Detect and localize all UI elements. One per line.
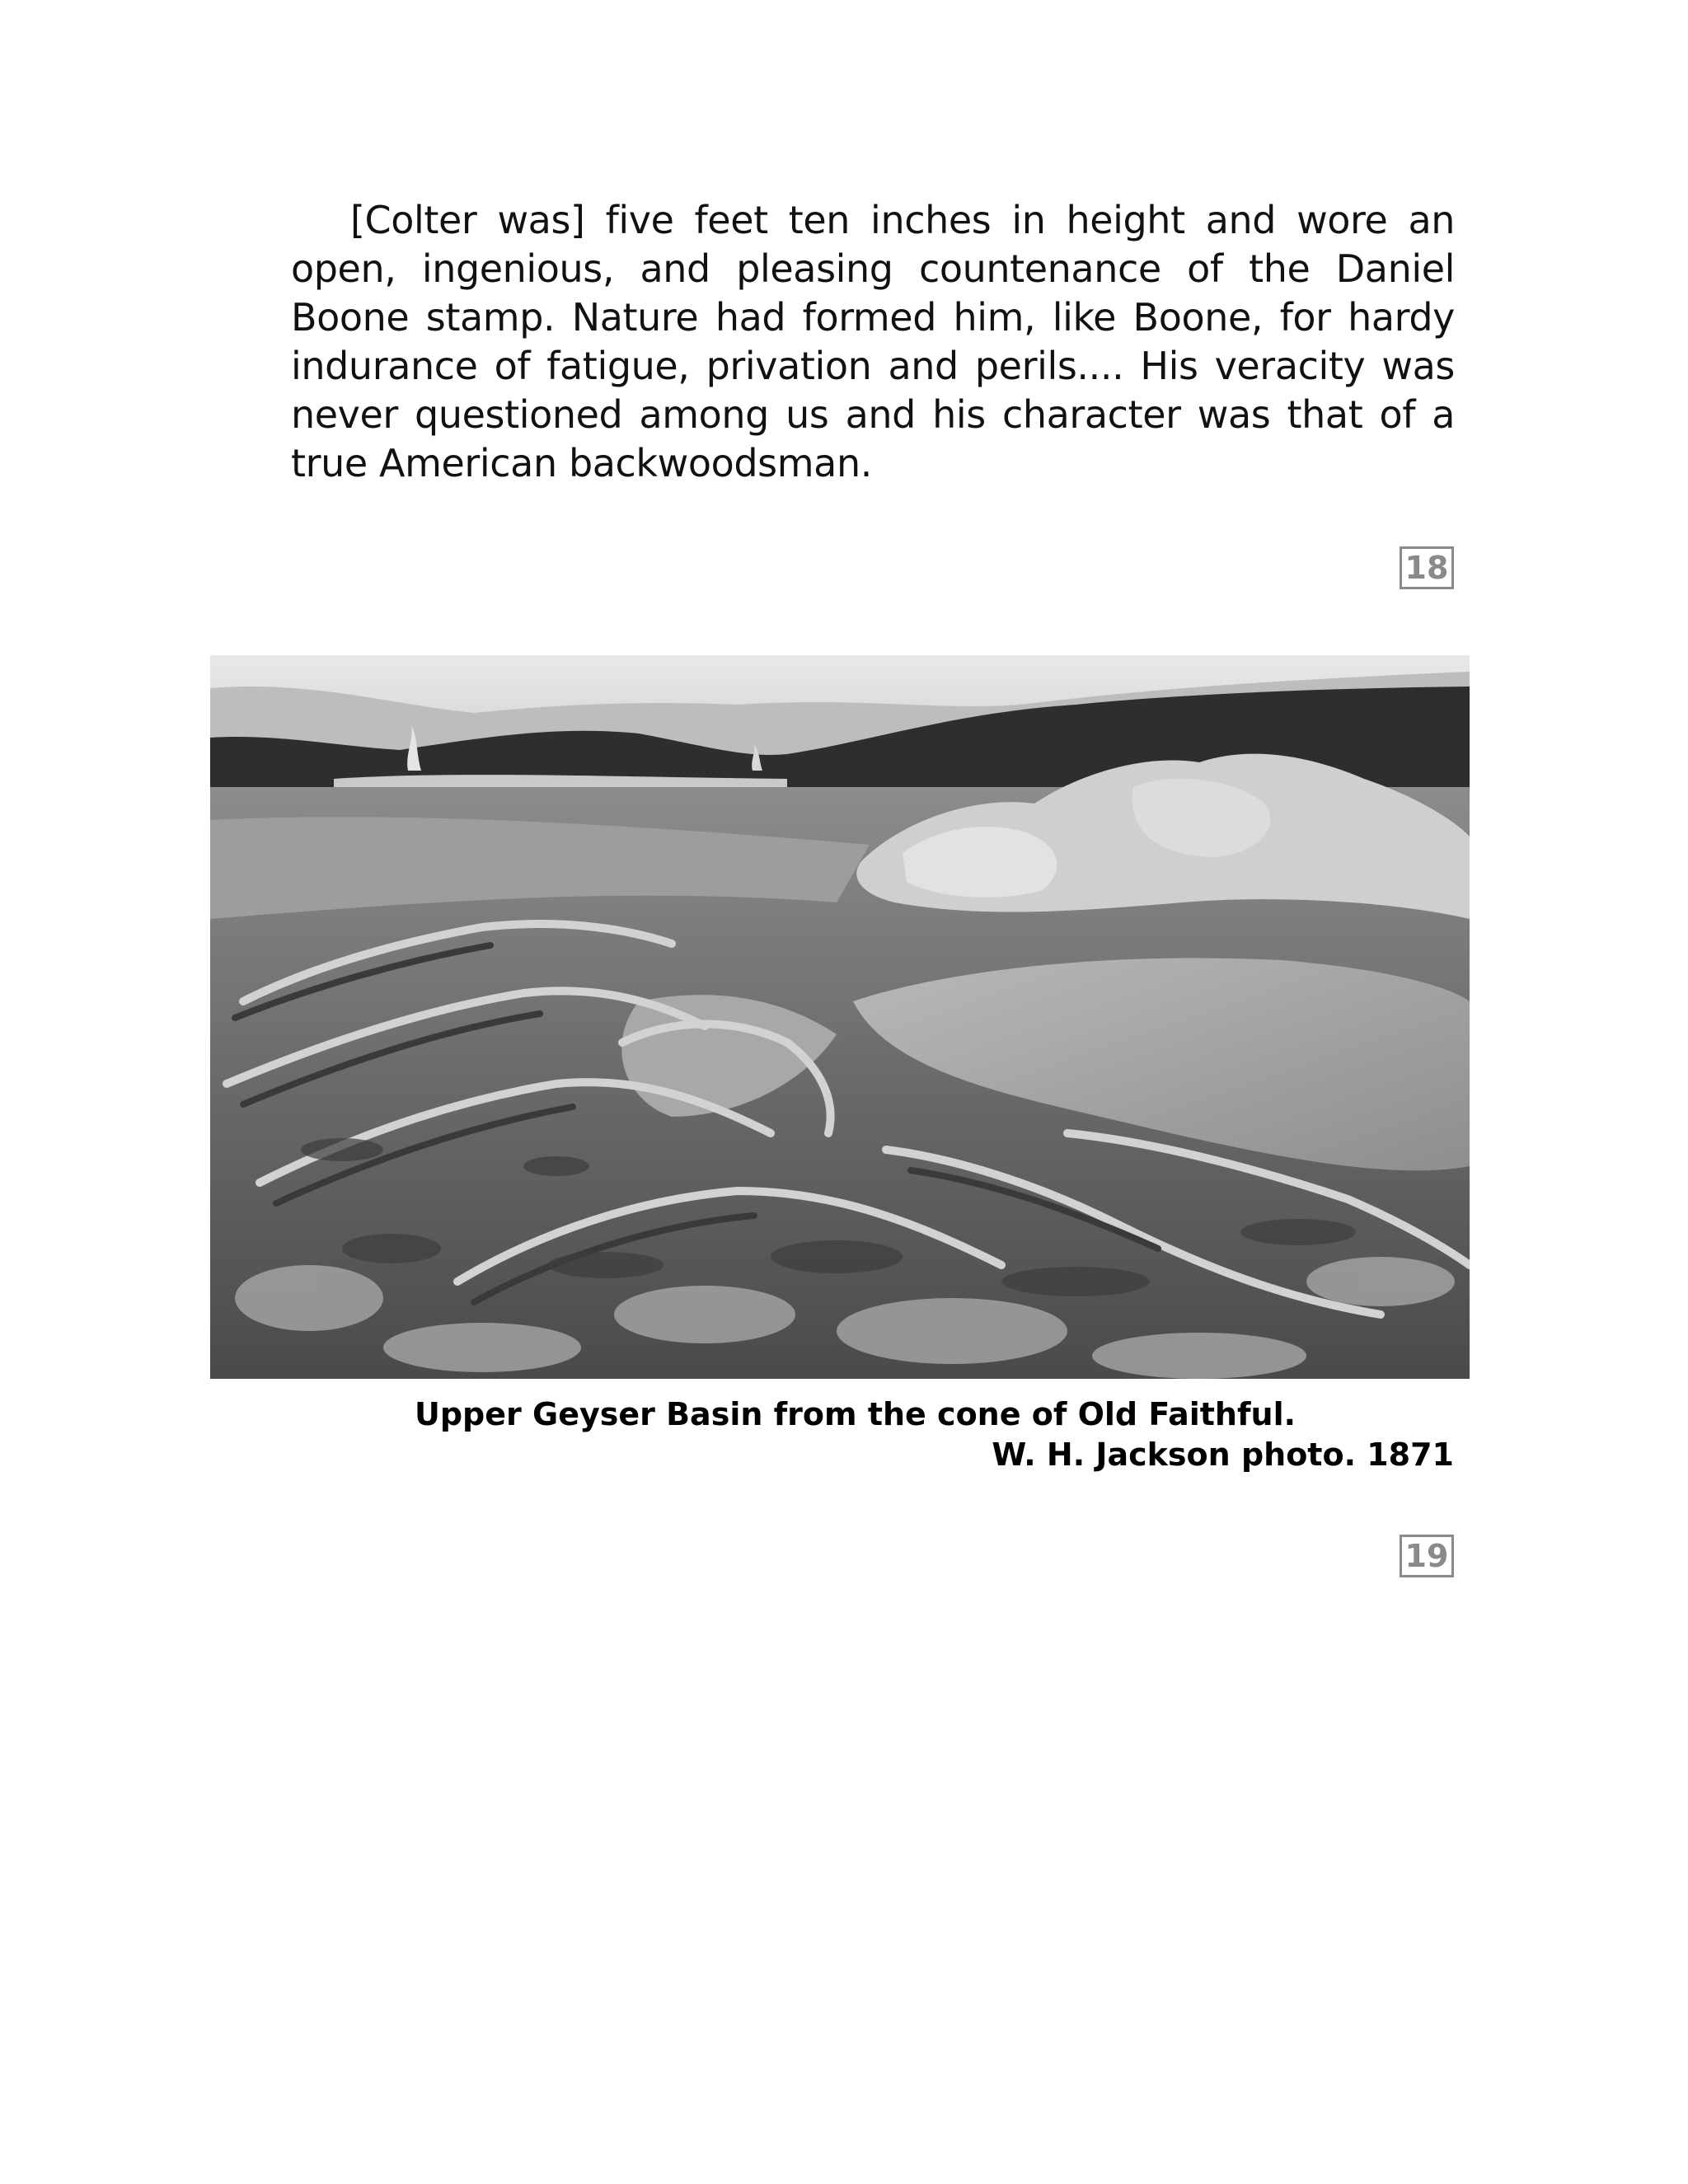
page-marker-18: 18 [1400, 546, 1454, 589]
page-marker-19: 19 [1400, 1535, 1454, 1577]
geyser-basin-photo [210, 655, 1470, 1379]
photo-credit: W. H. Jackson photo. 1871 [992, 1436, 1454, 1473]
figure-caption: Upper Geyser Basin from the cone of Old Faithful. [415, 1396, 1296, 1432]
quote-paragraph: [Colter was] five feet ten inches in height and wore an open, ingenious, and pleasing countenance of the Daniel Boone stamp. Nature had formed him, like Boone, for hardy indurance of fatigue, privation and perils.... His veracity was never questioned among us and his character was that of a true American backwoodsman. [291, 198, 1455, 485]
